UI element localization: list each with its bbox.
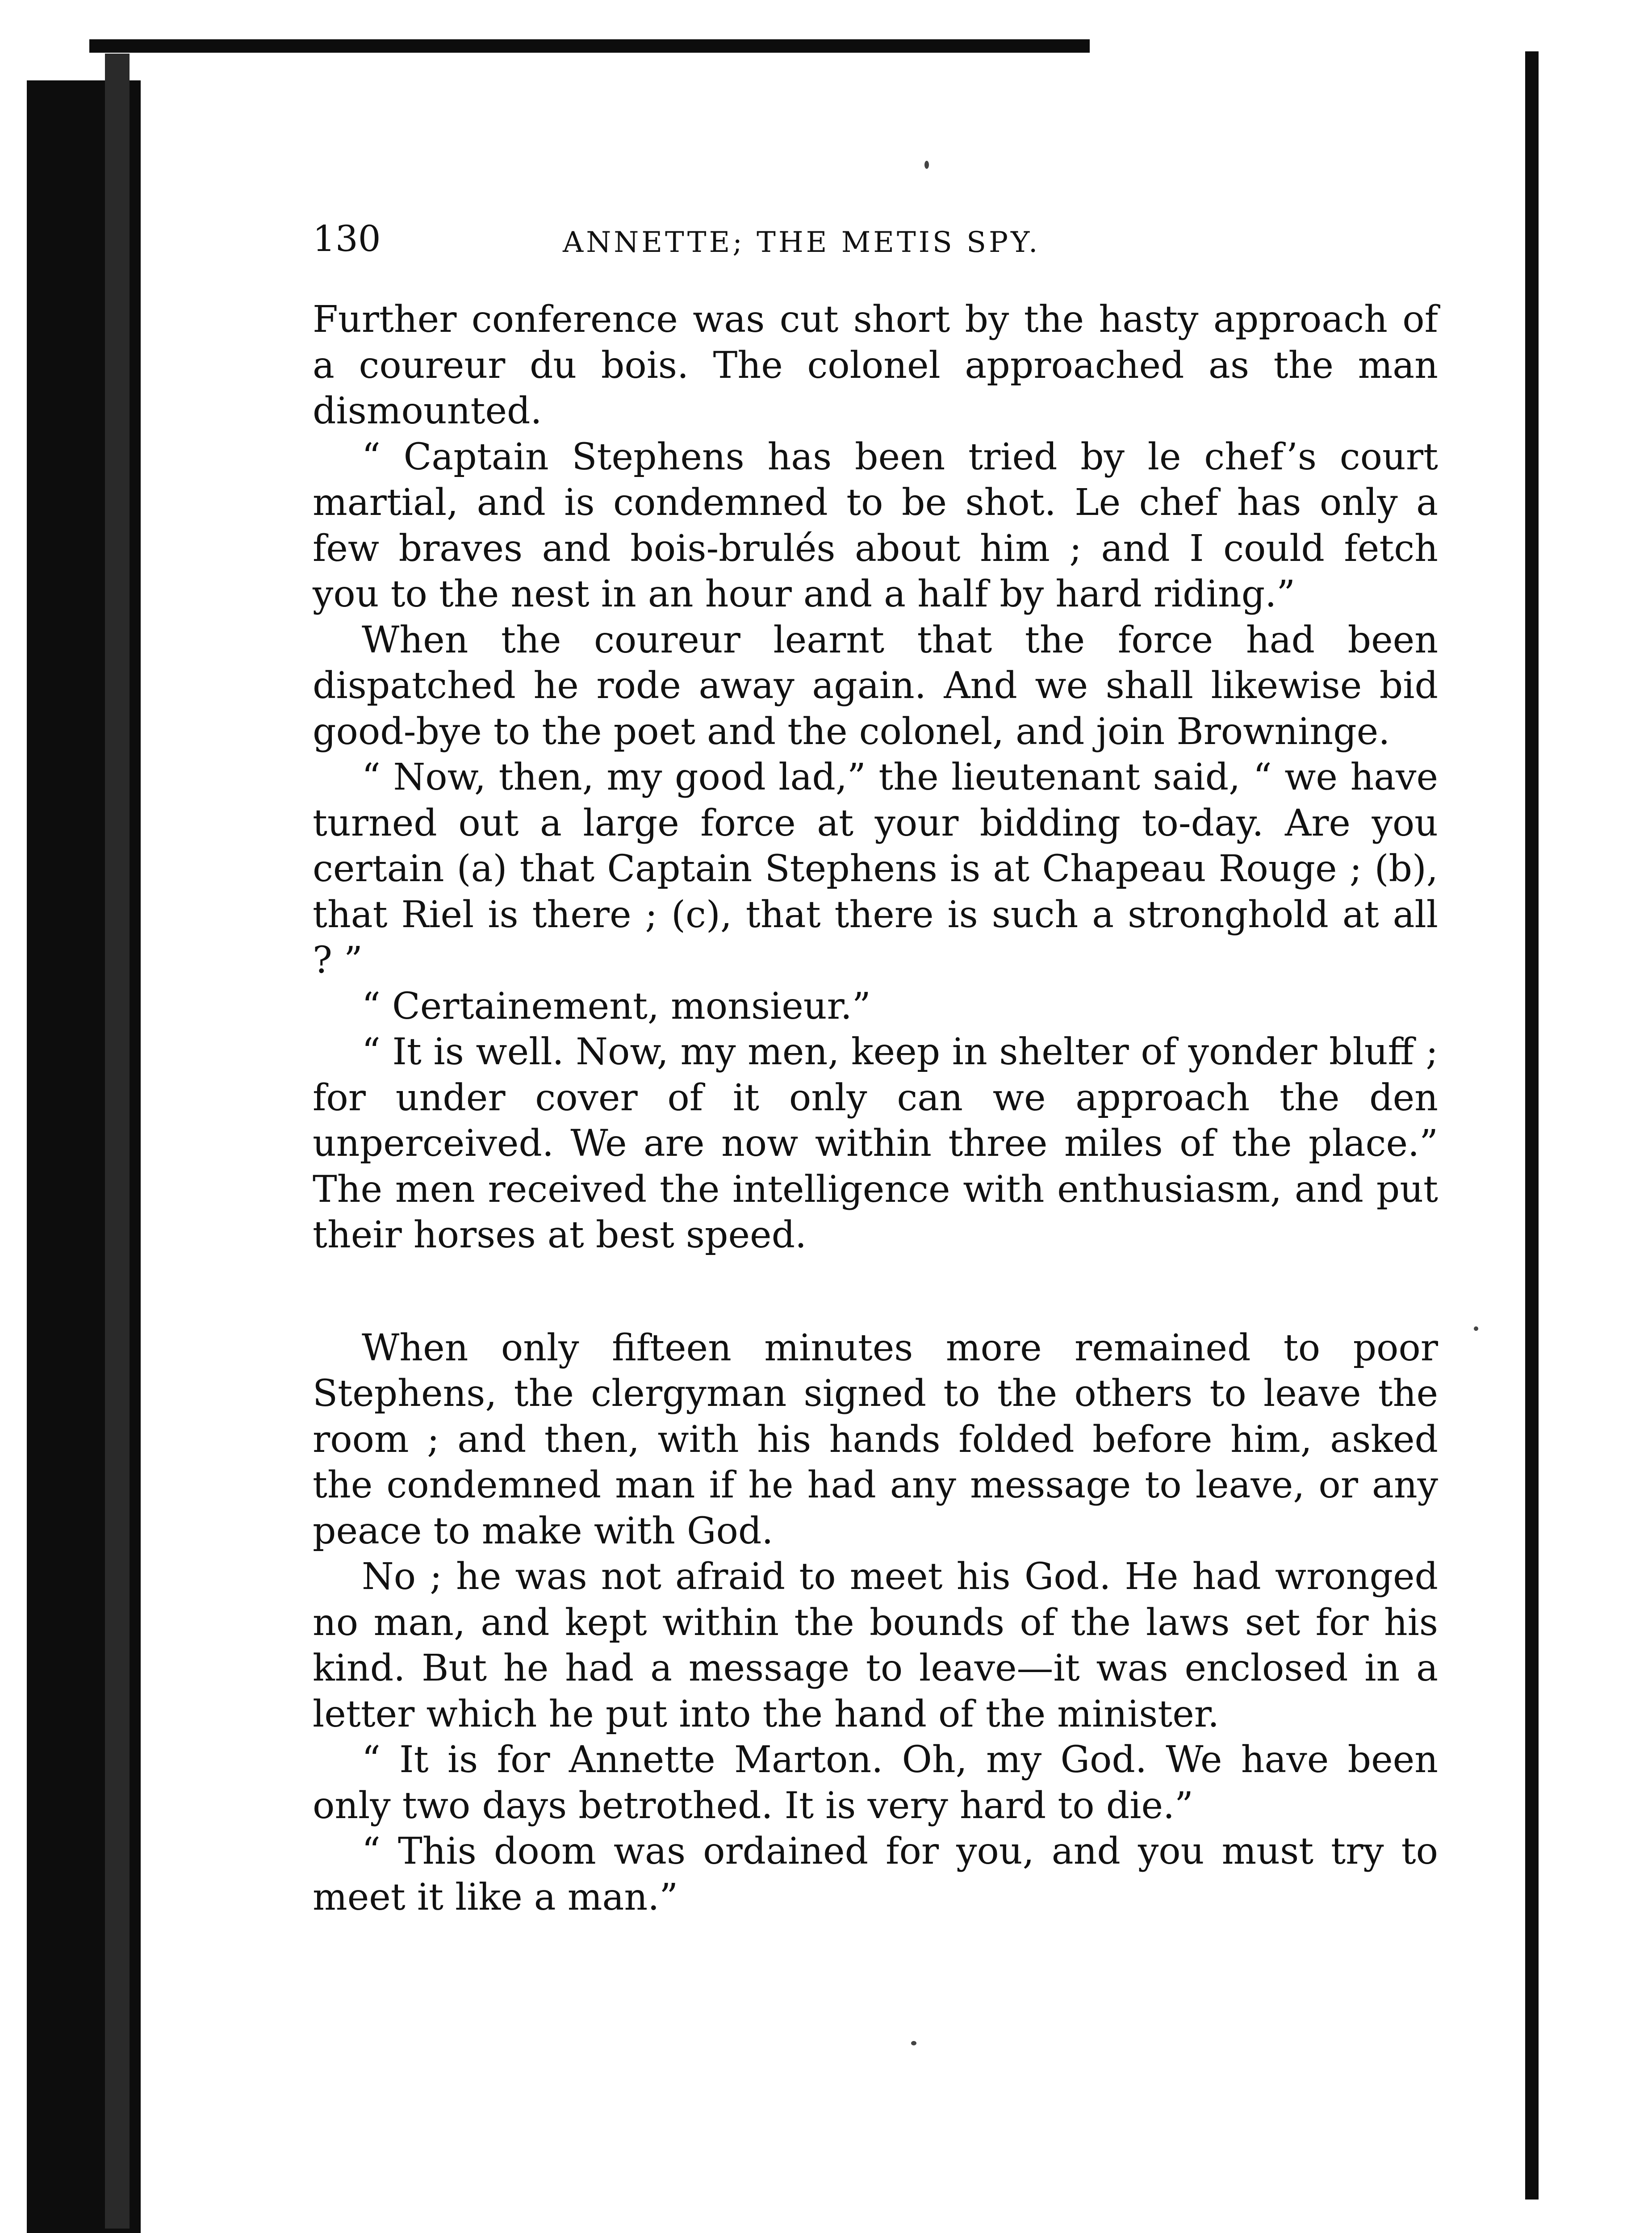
running-title: ANNETTE; THE METIS SPY.	[563, 226, 1041, 259]
paragraph: “ It is for Annette Marton. Oh, my God. We have been only two days betrothed. It is very hard to die.”	[313, 1739, 1438, 1827]
scan-speck	[924, 161, 929, 169]
paragraph: “ This doom was ordained for you, and you must try to meet it like a man.”	[313, 1830, 1438, 1919]
body-text	[313, 297, 1438, 1920]
scan-speck	[1474, 1326, 1478, 1331]
paragraph: “ Now, then, my good lad,” the lieutenant said, “ we have turned out a large force at your bidding to-day. Are you certain (a) that Captain Stephens is at Chapeau Rouge ; (b), that Riel is there ; (c), that there is such a stronghold at all ? ”	[313, 756, 1438, 982]
paragraph: “ Captain Stephens has been tried by le chef’s court martial, and is condemned to be shot. Le chef has only a few braves and bois-brulés about him ; and I could fetch you to the nest in an hour and a half by hard riding.”	[313, 435, 1438, 615]
paragraph: “ Certainement, monsieur.”	[362, 985, 871, 1028]
paragraph: No ; he was not afraid to meet his God. He had wronged no man, and kept within the bounds of the laws set for his kind. But he had a message to leave—it was enclosed in a letter which he put into the hand of the minister.	[313, 1556, 1438, 1735]
page-number: 130	[313, 218, 381, 259]
paragraph: When the coureur learnt that the force had been dispatched he rode away again. And we shall likewise bid good-bye to the poet and the colonel, and join Browninge.	[313, 619, 1438, 753]
scan-binding-edge	[105, 54, 130, 2229]
paragraph: When only fifteen minutes more remained to poor Stephens, the clergyman signed to the others to leave the room ; and then, with his hands folded before him, asked the condemned man if he had any message to leave, or any peace to make with God.	[313, 1326, 1438, 1552]
paragraph: “ It is well. Now, my men, keep in shelter of yonder bluff ; for under cover of it only can we approach the den unperceived. We are now within three miles of the place.” The men received the intelligence with enthusiasm, and put their horses at best speed.	[313, 1031, 1438, 1256]
scan-speck	[911, 2041, 916, 2045]
paragraph: Further conference was cut short by the hasty approach of a coureur du bois. The colonel approached as the man dismounted.	[313, 298, 1438, 432]
scan-top-border	[89, 39, 1090, 53]
running-head	[313, 214, 1438, 268]
scan-right-border	[1525, 51, 1539, 2200]
section-break	[313, 1259, 1438, 1326]
